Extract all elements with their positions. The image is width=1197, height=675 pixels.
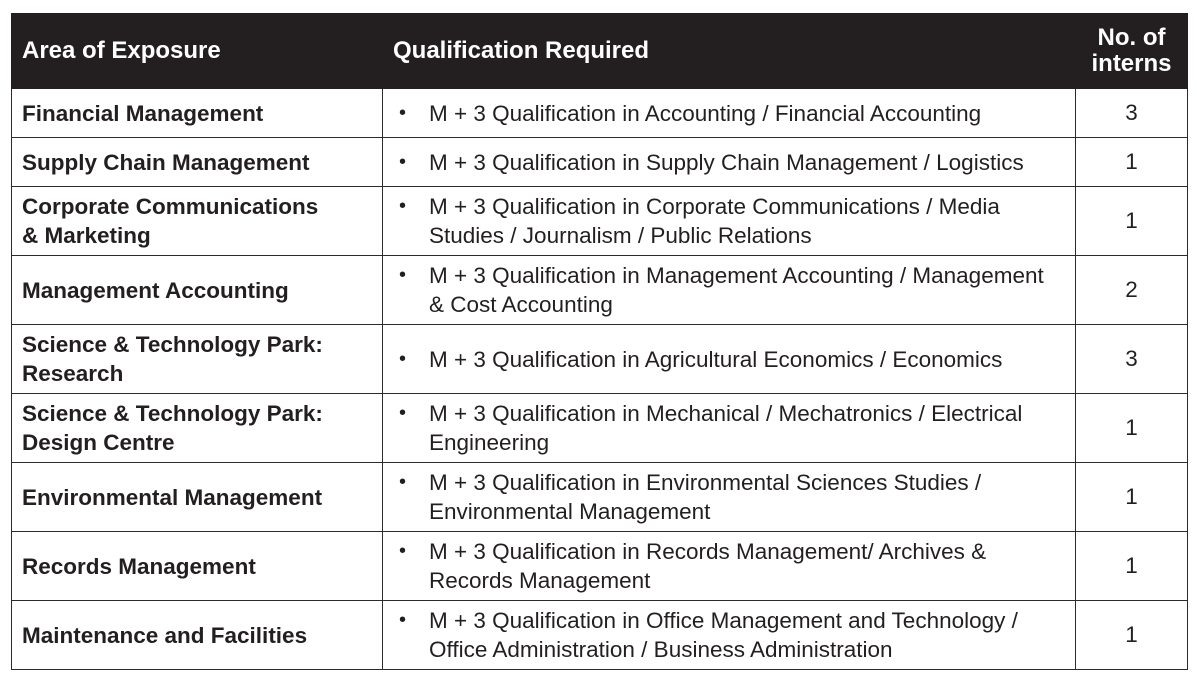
table-body xyxy=(12,89,1188,670)
bullet-icon: • xyxy=(399,195,407,217)
table-row xyxy=(12,601,1188,670)
area-cell xyxy=(12,601,383,670)
qualification-cell xyxy=(383,394,1076,463)
bullet-icon: • xyxy=(399,264,407,286)
table-row xyxy=(12,394,1188,463)
area-cell xyxy=(12,138,383,187)
table-row xyxy=(12,89,1188,138)
table-row xyxy=(12,325,1188,394)
interns-count: 1 xyxy=(1076,601,1188,670)
table-row xyxy=(12,187,1188,256)
bullet-icon: • xyxy=(399,402,407,424)
header-number-of-interns-line2: interns xyxy=(1091,50,1172,77)
table-header xyxy=(12,14,1188,89)
interns-count: 1 xyxy=(1076,138,1188,187)
qualification-cell xyxy=(383,187,1076,256)
bullet-icon: • xyxy=(399,101,407,124)
table-row xyxy=(12,463,1188,532)
header-row xyxy=(12,14,1188,89)
area-text-line2: & Marketing xyxy=(22,223,151,248)
bullet-icon: • xyxy=(399,609,407,631)
qualification-cell xyxy=(383,601,1076,670)
area-cell xyxy=(12,256,383,325)
area-text: Records Management xyxy=(22,553,256,579)
qualification-cell xyxy=(383,89,1076,138)
header-number-of-interns xyxy=(1076,14,1188,89)
internship-table xyxy=(11,13,1188,670)
interns-count: 1 xyxy=(1076,394,1188,463)
interns-count: 2 xyxy=(1076,256,1188,325)
internship-table-container xyxy=(11,13,1187,670)
interns-count: 1 xyxy=(1076,463,1188,532)
qualification-text: M + 3 Qualification in Corporate Communications / Media Studies / Journalism / Public Relations xyxy=(429,194,1000,248)
header-number-of-interns-line1: No. of xyxy=(1097,24,1166,51)
area-cell xyxy=(12,325,383,394)
header-area-of-exposure: Area of Exposure xyxy=(12,14,383,89)
header-qualification-required: Qualification Required xyxy=(383,14,1076,89)
qualification-cell xyxy=(383,463,1076,532)
bullet-icon: • xyxy=(399,347,407,370)
interns-count: 1 xyxy=(1076,187,1188,256)
area-cell xyxy=(12,89,383,138)
bullet-icon: • xyxy=(399,150,407,173)
area-cell xyxy=(12,463,383,532)
area-text-line2: Design Centre xyxy=(22,430,175,455)
area-cell xyxy=(12,187,383,256)
interns-count: 3 xyxy=(1076,89,1188,138)
qualification-text: M + 3 Qualification in Supply Chain Management / Logistics xyxy=(429,149,1024,175)
qualification-text: M + 3 Qualification in Agricultural Economics / Economics xyxy=(429,346,1003,372)
area-text-line2: Research xyxy=(22,361,124,386)
area-text-line1: Science & Technology Park: xyxy=(22,332,323,357)
interns-count: 1 xyxy=(1076,532,1188,601)
table-row xyxy=(12,256,1188,325)
area-cell xyxy=(12,394,383,463)
area-text: Supply Chain Management xyxy=(22,149,310,175)
qualification-text: M + 3 Qualification in Records Management/ Archives & Records Management xyxy=(429,539,987,593)
area-text: Financial Management xyxy=(22,100,264,126)
table-row xyxy=(12,138,1188,187)
area-cell xyxy=(12,532,383,601)
area-text-line1: Science & Technology Park: xyxy=(22,401,323,426)
table-row xyxy=(12,532,1188,601)
qualification-cell xyxy=(383,325,1076,394)
qualification-text: M + 3 Qualification in Management Accounting / Management & Cost Accounting xyxy=(429,263,1044,317)
qualification-text: M + 3 Qualification in Office Management and Technology / Office Administration / Business Administration xyxy=(429,608,1018,662)
qualification-text: M + 3 Qualification in Accounting / Financial Accounting xyxy=(429,100,982,126)
bullet-icon: • xyxy=(399,471,407,493)
bullet-icon: • xyxy=(399,540,407,562)
qualification-cell xyxy=(383,138,1076,187)
area-text: Environmental Management xyxy=(22,484,323,510)
interns-count: 3 xyxy=(1076,325,1188,394)
qualification-cell xyxy=(383,256,1076,325)
qualification-cell xyxy=(383,532,1076,601)
qualification-text: M + 3 Qualification in Mechanical / Mechatronics / Electrical Engineering xyxy=(429,401,1023,455)
qualification-text: M + 3 Qualification in Environmental Sciences Studies / Environmental Management xyxy=(429,470,982,524)
area-text: Management Accounting xyxy=(22,277,289,303)
area-text-line1: Corporate Communications xyxy=(22,194,319,219)
area-text: Maintenance and Facilities xyxy=(22,622,308,648)
